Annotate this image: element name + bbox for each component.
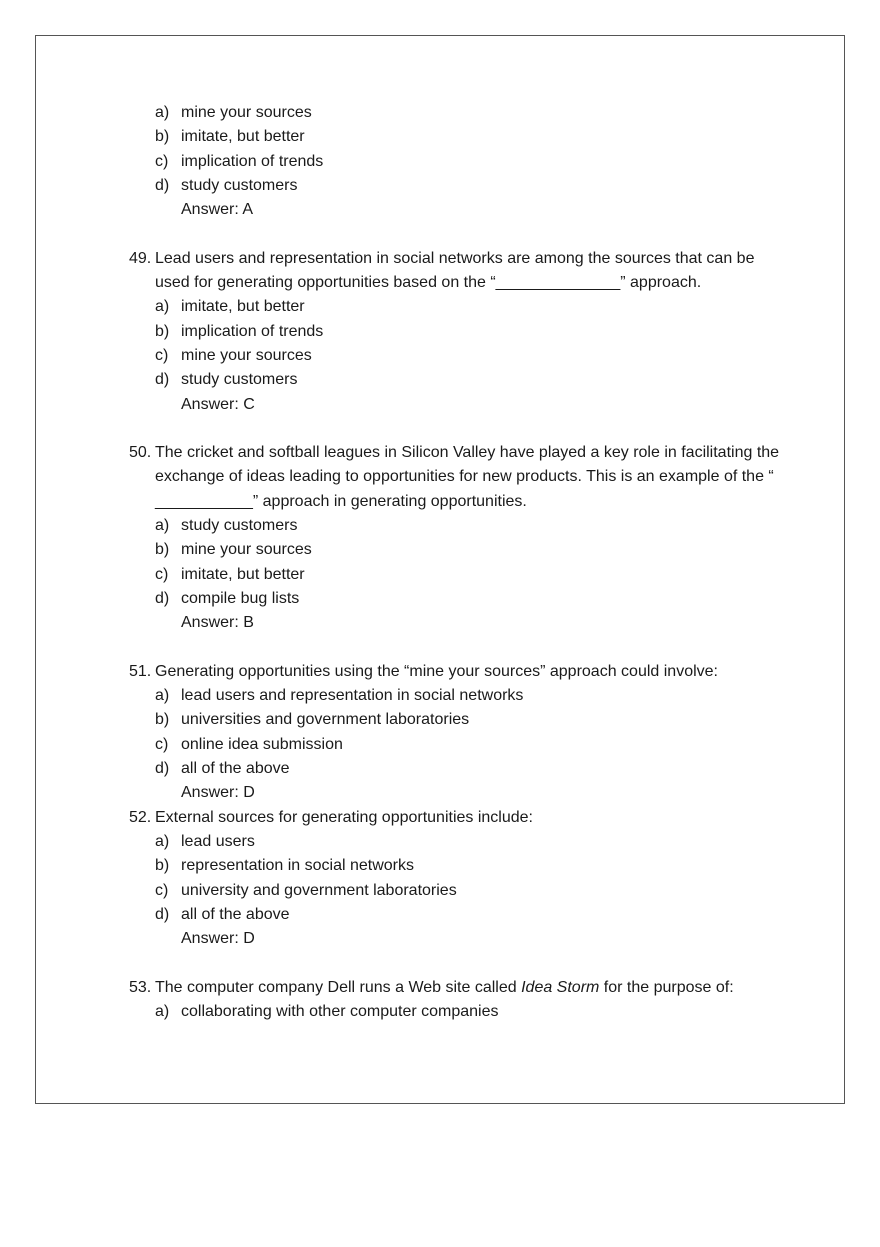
site-name: Idea Storm: [521, 978, 600, 996]
option-d: d) all of the above: [155, 905, 290, 923]
prev-question-options: [129, 101, 789, 222]
question-51: [129, 660, 789, 806]
option-c: c) university and government laboratories: [155, 881, 457, 899]
option-c: c) implication of trends: [155, 152, 324, 170]
question-stem: 53. The computer company Dell runs a Web site called Idea Storm for the purpose of:: [129, 978, 734, 996]
option-b: b) universities and government laboratories: [155, 711, 470, 729]
option-d: d) study customers: [155, 176, 298, 194]
answer: Answer: B: [181, 614, 254, 632]
option-c: c) online idea submission: [155, 735, 343, 753]
option-a: a) study customers: [155, 517, 298, 535]
document-content: [129, 101, 789, 1024]
answer: Answer: A: [181, 201, 254, 219]
answer: Answer: C: [181, 395, 255, 413]
question-stem: 51. Generating opportunities using the “mine your sources” approach could involve:: [129, 662, 718, 680]
option-a: a) lead users and representation in social networks: [155, 687, 524, 705]
option-a: a) mine your sources: [155, 104, 312, 121]
option-c: c) imitate, but better: [155, 565, 305, 583]
option-d: d) study customers: [155, 371, 298, 389]
question-50: [129, 441, 789, 635]
question-stem: 50. The cricket and softball leagues in Silicon Valley have played a key role in facilitating the exchange of ideas leading to opportunities for new products. This is an example of the “ ___________” approach in generating opportunities.: [129, 444, 780, 510]
option-a: a) collaborating with other computer companies: [155, 1002, 499, 1020]
option-d: d) all of the above: [155, 760, 290, 778]
answer: Answer: D: [181, 784, 255, 802]
option-b: b) implication of trends: [155, 322, 324, 340]
option-c: c) mine your sources: [155, 346, 312, 364]
question-53: [129, 976, 789, 1025]
option-b: b) representation in social networks: [155, 857, 415, 875]
question-52: [129, 806, 789, 952]
option-a: a) imitate, but better: [155, 298, 305, 316]
option-b: b) imitate, but better: [155, 128, 305, 146]
answer: Answer: D: [181, 930, 255, 948]
option-a: a) lead users: [155, 832, 255, 850]
option-b: b) mine your sources: [155, 541, 312, 559]
question-stem: 52. External sources for generating opportunities include:: [129, 808, 533, 826]
option-d: d) compile bug lists: [155, 589, 300, 607]
question-stem: 49. Lead users and representation in social networks are among the sources that can be used for generating opportunities based on the “______________” approach.: [129, 249, 755, 292]
question-49: [129, 247, 789, 417]
